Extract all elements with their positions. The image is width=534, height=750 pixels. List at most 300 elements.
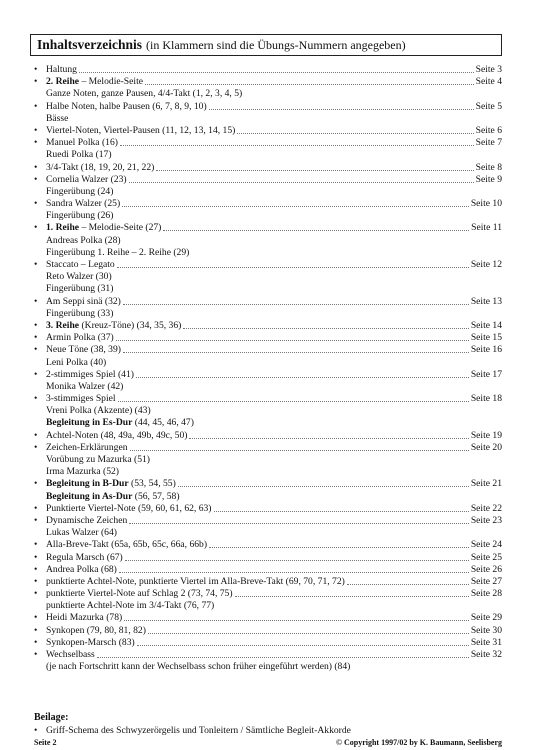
toc-entry-body bbox=[46, 442, 502, 454]
toc-entry-text bbox=[46, 271, 112, 283]
leader-dots bbox=[189, 430, 468, 439]
toc-entry-text bbox=[46, 381, 123, 393]
leader-dots bbox=[163, 222, 469, 231]
leader-dots bbox=[130, 442, 469, 451]
toc-entry-body bbox=[46, 320, 502, 332]
bullet: • bbox=[34, 344, 38, 356]
toc-entry-text bbox=[46, 162, 154, 174]
bullet: • bbox=[34, 100, 38, 112]
leader-dots bbox=[137, 637, 469, 646]
toc-entry-body bbox=[46, 466, 502, 478]
toc-entry-page: Seite 30 bbox=[470, 624, 502, 636]
toc-entry-page: Seite 15 bbox=[470, 332, 502, 344]
toc-entry-text bbox=[46, 527, 117, 539]
toc-entry bbox=[34, 454, 502, 466]
toc-entry-body bbox=[46, 137, 502, 149]
toc-entry-page: Seite 6 bbox=[475, 124, 502, 136]
toc-entry-text bbox=[46, 491, 180, 503]
bullet: • bbox=[34, 137, 38, 149]
toc-entry-body bbox=[46, 162, 502, 174]
toc-entry-body bbox=[46, 271, 502, 283]
toc-entry-text bbox=[46, 661, 350, 673]
toc-entry-label: – Melodie-Seite (27) bbox=[79, 222, 162, 234]
toc-entry-body bbox=[46, 259, 502, 271]
toc-entry-label: Zeichen-Erklärungen bbox=[46, 441, 128, 453]
beilage-heading: Beilage: bbox=[34, 712, 69, 723]
toc-entry bbox=[34, 381, 502, 393]
toc-title: Inhaltsverzeichnis bbox=[37, 37, 143, 52]
toc-entry-text bbox=[46, 113, 68, 125]
toc-entry-label: Cornelia Walzer (23) bbox=[46, 173, 127, 185]
leader-dots bbox=[129, 515, 469, 524]
toc-entry-body bbox=[46, 430, 502, 442]
bullet: • bbox=[34, 575, 38, 587]
toc-entry-body bbox=[46, 600, 502, 612]
toc-entry bbox=[34, 88, 502, 100]
toc-entry-text bbox=[46, 88, 242, 100]
leader-dots bbox=[118, 393, 469, 402]
toc-entry bbox=[34, 552, 502, 564]
toc-entry-label: punktierte Achtel-Note im 3/4-Takt (76, 77) bbox=[46, 600, 215, 612]
toc-entry-bold: 1. Reihe bbox=[46, 222, 80, 234]
leader-dots bbox=[119, 564, 469, 573]
toc-entry-text bbox=[46, 64, 77, 76]
leader-dots bbox=[79, 64, 474, 73]
leader-dots bbox=[148, 625, 469, 634]
toc-entry-body bbox=[46, 76, 502, 88]
toc-entry-text bbox=[46, 149, 112, 161]
toc-entry-body bbox=[46, 381, 502, 393]
footer-copyright: © Copyright 1997/02 by K. Baumann, Seelisberg bbox=[336, 738, 502, 747]
leader-dots bbox=[235, 588, 469, 597]
toc-entry-body bbox=[46, 222, 502, 234]
toc-entry-page: Seite 17 bbox=[470, 368, 502, 380]
toc-entry-text bbox=[46, 649, 95, 661]
toc-entry-label: Ruedi Polka (17) bbox=[46, 149, 112, 161]
leader-dots bbox=[117, 259, 469, 268]
toc-entry-text bbox=[46, 539, 207, 551]
toc-entry-text bbox=[46, 466, 119, 478]
leader-dots bbox=[136, 369, 469, 378]
toc-entry bbox=[34, 588, 502, 600]
toc-entry-text bbox=[46, 235, 121, 247]
beilage-item-text: Griff-Schema des Schwyzerörgelis und Tonleitern / Sämtliche Begleit-Akkorde bbox=[46, 725, 351, 736]
toc-entry-text bbox=[46, 430, 187, 442]
toc-entry-label: Fingerübung (31) bbox=[46, 283, 114, 295]
toc-entry-body bbox=[46, 235, 502, 247]
toc-entry-text bbox=[46, 576, 345, 588]
toc-entry-page: Seite 20 bbox=[470, 441, 502, 453]
toc-entry-text bbox=[46, 442, 128, 454]
leader-dots bbox=[237, 125, 473, 134]
toc-entry-text bbox=[46, 393, 116, 405]
toc-entry bbox=[34, 162, 502, 174]
toc-entry-page: Seite 23 bbox=[470, 514, 502, 526]
toc-entry-label: Lukas Walzer (64) bbox=[46, 527, 117, 539]
toc-entry-text bbox=[46, 174, 127, 186]
toc-title-box bbox=[30, 34, 502, 56]
toc-entry-label: punktierte Viertel-Note auf Schlag 2 (73, 74, 75) bbox=[46, 588, 233, 600]
toc-entry-body bbox=[46, 417, 502, 429]
toc-entry-page: Seite 22 bbox=[470, 502, 502, 514]
toc-entry bbox=[34, 283, 502, 295]
toc-entry-body bbox=[46, 552, 502, 564]
toc-entry-text bbox=[46, 503, 212, 515]
toc-entry-body bbox=[46, 649, 502, 661]
toc-entry bbox=[34, 478, 502, 490]
bullet: • bbox=[34, 332, 38, 344]
toc-entry-body bbox=[46, 247, 502, 259]
toc-entry-label: Vreni Polka (Akzente) (43) bbox=[46, 405, 151, 417]
toc-entry-label: Reto Walzer (30) bbox=[46, 271, 112, 283]
beilage-item bbox=[34, 725, 351, 736]
toc-entry-page: Seite 12 bbox=[470, 259, 502, 270]
toc-entry-label: Andreas Polka (28) bbox=[46, 234, 121, 246]
bullet: • bbox=[34, 563, 38, 575]
toc-entry-label: Armin Polka (37) bbox=[46, 332, 114, 344]
toc-entry bbox=[34, 612, 502, 624]
toc-entry-label: Heidi Mazurka (78) bbox=[46, 612, 123, 624]
bullet: • bbox=[34, 624, 38, 636]
toc-entry bbox=[34, 539, 502, 551]
bullet: • bbox=[34, 502, 38, 514]
toc-entry-page: Seite 18 bbox=[470, 393, 502, 405]
toc-entry-page: Seite 9 bbox=[475, 173, 502, 185]
toc-entry-body bbox=[46, 405, 502, 417]
toc-entry-label: Regula Marsch (67) bbox=[46, 551, 123, 563]
leader-dots bbox=[124, 612, 469, 621]
toc-entry-bold: 3. Reihe bbox=[46, 319, 80, 331]
toc-entry-text bbox=[46, 357, 106, 369]
toc-entry-body bbox=[46, 503, 502, 515]
toc-entry-text bbox=[46, 320, 181, 332]
toc-entry-label: Synkopen-Marsch (83) bbox=[46, 636, 135, 648]
toc-entry bbox=[34, 600, 502, 612]
toc-entry bbox=[34, 661, 502, 673]
toc-entry bbox=[34, 637, 502, 649]
toc-entry-text bbox=[46, 405, 151, 417]
toc-entry bbox=[34, 320, 502, 332]
toc-entry-label: Neue Töne (38, 39) bbox=[46, 344, 121, 356]
leader-dots bbox=[123, 344, 469, 353]
leader-dots bbox=[214, 503, 469, 512]
table-of-contents bbox=[34, 64, 502, 673]
leader-dots bbox=[347, 576, 469, 585]
toc-entry bbox=[34, 198, 502, 210]
toc-entry bbox=[34, 649, 502, 661]
bullet: • bbox=[34, 649, 38, 660]
toc-entry-bold: Begleitung in Es-Dur bbox=[46, 417, 133, 429]
bullet: • bbox=[34, 725, 38, 736]
toc-entry-label: punktierte Achtel-Note, punktierte Viertel im Alla-Breve-Takt (69, 70, 71, 72) bbox=[46, 575, 345, 587]
toc-entry-body bbox=[46, 576, 502, 588]
toc-entry-page: Seite 29 bbox=[470, 612, 502, 624]
toc-entry-label: Haltung bbox=[46, 64, 77, 75]
toc-entry-text bbox=[46, 332, 114, 344]
bullet: • bbox=[34, 588, 38, 600]
bullet: • bbox=[34, 514, 38, 526]
leader-dots bbox=[122, 198, 469, 207]
toc-entry-text bbox=[46, 564, 117, 576]
toc-entry bbox=[34, 210, 502, 222]
toc-entry-text bbox=[46, 478, 176, 490]
bullet: • bbox=[34, 198, 38, 210]
toc-entry-body bbox=[46, 125, 502, 137]
toc-entry bbox=[34, 149, 502, 161]
toc-entry-page: Seite 5 bbox=[475, 100, 502, 112]
toc-entry-label: Dynamische Zeichen bbox=[46, 514, 128, 526]
toc-entry-label: Am Seppi sinä (32) bbox=[46, 295, 121, 307]
bullet: • bbox=[34, 319, 38, 331]
toc-entry-text bbox=[46, 198, 120, 210]
toc-entry bbox=[34, 174, 502, 186]
toc-entry-page: Seite 14 bbox=[470, 319, 502, 331]
toc-entry-label: Andrea Polka (68) bbox=[46, 563, 117, 575]
toc-entry-page: Seite 7 bbox=[475, 137, 502, 149]
toc-entry bbox=[34, 369, 502, 381]
toc-entry bbox=[34, 576, 502, 588]
toc-entry-page: Seite 11 bbox=[471, 222, 502, 234]
bullet: • bbox=[34, 76, 38, 88]
toc-entry-body bbox=[46, 491, 502, 503]
toc-entry bbox=[34, 113, 502, 125]
toc-entry-label: Halbe Noten, halbe Pausen (6, 7, 8, 9, 10) bbox=[46, 100, 207, 112]
toc-entry-label: Fingerübung (33) bbox=[46, 307, 114, 319]
toc-entry-body bbox=[46, 344, 502, 356]
toc-entry-body bbox=[46, 369, 502, 381]
toc-entry bbox=[34, 515, 502, 527]
toc-entry-body bbox=[46, 64, 502, 76]
toc-entry-page: Seite 13 bbox=[470, 295, 502, 307]
toc-entry-text bbox=[46, 259, 115, 271]
leader-dots bbox=[145, 76, 474, 85]
toc-entry-label: Wechselbass bbox=[46, 649, 95, 660]
toc-entry-body bbox=[46, 625, 502, 637]
toc-entry-body bbox=[46, 539, 502, 551]
toc-entry-text bbox=[46, 101, 207, 113]
toc-entry bbox=[34, 222, 502, 234]
toc-entry-body bbox=[46, 101, 502, 113]
toc-entry-body bbox=[46, 612, 502, 624]
toc-entry-page: Seite 32 bbox=[470, 649, 502, 660]
toc-entry-body bbox=[46, 296, 502, 308]
toc-entry bbox=[34, 76, 502, 88]
toc-entry-page: Seite 28 bbox=[470, 588, 502, 600]
bullet: • bbox=[34, 636, 38, 648]
bullet: • bbox=[34, 368, 38, 380]
toc-entry-page: Seite 3 bbox=[475, 64, 502, 75]
toc-entry-text bbox=[46, 612, 122, 624]
toc-entry-label: Punktierte Viertel-Note (59, 60, 61, 62, 63) bbox=[46, 502, 212, 514]
toc-entry-label: (53, 54, 55) bbox=[128, 478, 176, 490]
toc-entry bbox=[34, 296, 502, 308]
toc-entry bbox=[34, 527, 502, 539]
toc-entry bbox=[34, 125, 502, 137]
toc-entry-label: (56, 57, 58) bbox=[132, 490, 180, 502]
toc-entry-page: Seite 16 bbox=[470, 344, 502, 356]
toc-entry-text bbox=[46, 344, 121, 356]
bullet: • bbox=[34, 539, 38, 551]
bullet: • bbox=[34, 478, 38, 490]
toc-entry-body bbox=[46, 88, 502, 100]
bullet: • bbox=[34, 222, 38, 234]
toc-entry-body bbox=[46, 454, 502, 466]
toc-entry-text bbox=[46, 283, 113, 295]
toc-entry-body bbox=[46, 564, 502, 576]
toc-entry-bold: Begleitung in As-Dur bbox=[46, 490, 133, 502]
leader-dots bbox=[116, 332, 469, 341]
toc-entry bbox=[34, 308, 502, 320]
toc-entry-label: (44, 45, 46, 47) bbox=[132, 417, 194, 429]
leader-dots bbox=[178, 478, 469, 487]
toc-entry-text bbox=[46, 588, 233, 600]
toc-entry-label: (Kreuz-Töne) (34, 35, 36) bbox=[79, 319, 182, 331]
toc-entry-label: Irma Mazurka (52) bbox=[46, 466, 119, 478]
toc-entry-page: Seite 25 bbox=[470, 551, 502, 563]
toc-entry-label: Bässe bbox=[46, 112, 69, 124]
toc-entry bbox=[34, 491, 502, 503]
toc-entry bbox=[34, 466, 502, 478]
bullet: • bbox=[34, 259, 38, 270]
toc-entry-label: Fingerübung (26) bbox=[46, 210, 114, 222]
bullet: • bbox=[34, 295, 38, 307]
leader-dots bbox=[183, 320, 468, 329]
toc-entry-label: Monika Walzer (42) bbox=[46, 380, 124, 392]
toc-entry-page: Seite 27 bbox=[470, 575, 502, 587]
footer-page-number: Seite 2 bbox=[34, 738, 57, 747]
toc-entry-label: 2-stimmiges Spiel (41) bbox=[46, 368, 134, 380]
toc-entry bbox=[34, 247, 502, 259]
toc-entry bbox=[34, 259, 502, 271]
toc-entry-bold: Begleitung in B-Dur bbox=[46, 478, 129, 490]
toc-entry bbox=[34, 357, 502, 369]
toc-entry bbox=[34, 442, 502, 454]
toc-entry-text bbox=[46, 600, 214, 612]
toc-entry-text bbox=[46, 247, 189, 259]
toc-entry bbox=[34, 564, 502, 576]
toc-entry-body bbox=[46, 661, 502, 673]
toc-entry-body bbox=[46, 308, 502, 320]
toc-entry-body bbox=[46, 515, 502, 527]
toc-entry bbox=[34, 405, 502, 417]
bullet: • bbox=[34, 441, 38, 453]
bullet: • bbox=[34, 393, 38, 405]
toc-entry-body bbox=[46, 283, 502, 295]
toc-entry-text bbox=[46, 454, 150, 466]
toc-entry bbox=[34, 64, 502, 76]
toc-entry-body bbox=[46, 174, 502, 186]
toc-entry-text bbox=[46, 417, 194, 429]
toc-entry-page: Seite 8 bbox=[475, 161, 502, 173]
toc-entry-text bbox=[46, 552, 123, 564]
toc-entry-page: Seite 26 bbox=[470, 563, 502, 575]
toc-entry-text bbox=[46, 515, 127, 527]
bullet: • bbox=[34, 173, 38, 185]
toc-entry-text bbox=[46, 210, 113, 222]
toc-entry bbox=[34, 271, 502, 283]
toc-entry-label: Fingerübung (24) bbox=[46, 185, 114, 197]
toc-entry-label: Manuel Polka (16) bbox=[46, 137, 118, 149]
leader-dots bbox=[129, 174, 474, 183]
toc-entry-label: Leni Polka (40) bbox=[46, 356, 107, 368]
toc-entry-text bbox=[46, 222, 161, 234]
toc-entry-body bbox=[46, 357, 502, 369]
leader-dots bbox=[156, 162, 473, 171]
toc-entry bbox=[34, 417, 502, 429]
toc-entry-label: Fingerübung 1. Reihe – 2. Reihe (29) bbox=[46, 246, 190, 258]
toc-entry-text bbox=[46, 625, 146, 637]
toc-entry bbox=[34, 625, 502, 637]
toc-entry-body bbox=[46, 588, 502, 600]
toc-entry-page: Seite 4 bbox=[475, 76, 502, 88]
leader-dots bbox=[209, 101, 474, 110]
toc-entry-body bbox=[46, 637, 502, 649]
toc-entry-label: Alla-Breve-Takt (65a, 65b, 65c, 66a, 66b) bbox=[46, 539, 208, 551]
toc-entry-label: Synkopen (79, 80, 81, 82) bbox=[46, 624, 146, 636]
toc-entry-text bbox=[46, 186, 113, 198]
toc-entry-label: Staccato – Legato bbox=[46, 259, 115, 270]
toc-entry-text bbox=[46, 308, 113, 320]
toc-entry bbox=[34, 393, 502, 405]
toc-entry bbox=[34, 137, 502, 149]
toc-entry-text bbox=[46, 125, 235, 137]
leader-dots bbox=[97, 649, 469, 658]
toc-entry-body bbox=[46, 393, 502, 405]
toc-entry-text bbox=[46, 137, 118, 149]
toc-entry-label: – Melodie-Seite bbox=[79, 76, 143, 88]
toc-entry-body bbox=[46, 198, 502, 210]
toc-entry bbox=[34, 430, 502, 442]
bullet: • bbox=[34, 124, 38, 136]
toc-entry-body bbox=[46, 332, 502, 344]
leader-dots bbox=[123, 296, 469, 305]
leader-dots bbox=[209, 539, 469, 548]
toc-entry-text bbox=[46, 76, 143, 88]
toc-entry bbox=[34, 503, 502, 515]
toc-entry bbox=[34, 332, 502, 344]
toc-entry-label: Sandra Walzer (25) bbox=[46, 198, 121, 210]
toc-entry-text bbox=[46, 296, 121, 308]
toc-entry-label: Viertel-Noten, Viertel-Pausen (11, 12, 13, 14, 15) bbox=[46, 124, 236, 136]
toc-entry bbox=[34, 101, 502, 113]
toc-entry bbox=[34, 186, 502, 198]
bullet: • bbox=[34, 161, 38, 173]
toc-entry-body bbox=[46, 186, 502, 198]
leader-dots bbox=[125, 552, 469, 561]
toc-entry-label: Ganze Noten, ganze Pausen, 4/4-Takt (1, 2, 3, 4, 5) bbox=[46, 88, 243, 100]
toc-entry-page: Seite 24 bbox=[470, 539, 502, 551]
toc-entry-body bbox=[46, 478, 502, 490]
toc-entry-label: Vorübung zu Mazurka (51) bbox=[46, 454, 150, 465]
leader-dots bbox=[120, 137, 474, 146]
toc-entry-page: Seite 21 bbox=[470, 478, 502, 490]
bullet: • bbox=[34, 64, 38, 75]
toc-entry-label: 3-stimmiges Spiel bbox=[46, 393, 116, 405]
toc-entry-page: Seite 19 bbox=[470, 429, 502, 441]
toc-subtitle: (in Klammern sind die Übungs-Nummern angegeben) bbox=[146, 37, 406, 52]
toc-entry-bold: 2. Reihe bbox=[46, 76, 80, 88]
toc-entry-page: Seite 10 bbox=[470, 198, 502, 210]
bullet: • bbox=[34, 429, 38, 441]
toc-entry-page: Seite 31 bbox=[470, 636, 502, 648]
toc-entry-label: 3/4-Takt (18, 19, 20, 21, 22) bbox=[46, 161, 155, 173]
bullet: • bbox=[34, 612, 38, 624]
toc-entry bbox=[34, 235, 502, 247]
toc-entry-label: Achtel-Noten (48, 49a, 49b, 49c, 50) bbox=[46, 429, 188, 441]
bullet: • bbox=[34, 551, 38, 563]
toc-entry bbox=[34, 344, 502, 356]
toc-entry-text bbox=[46, 369, 134, 381]
